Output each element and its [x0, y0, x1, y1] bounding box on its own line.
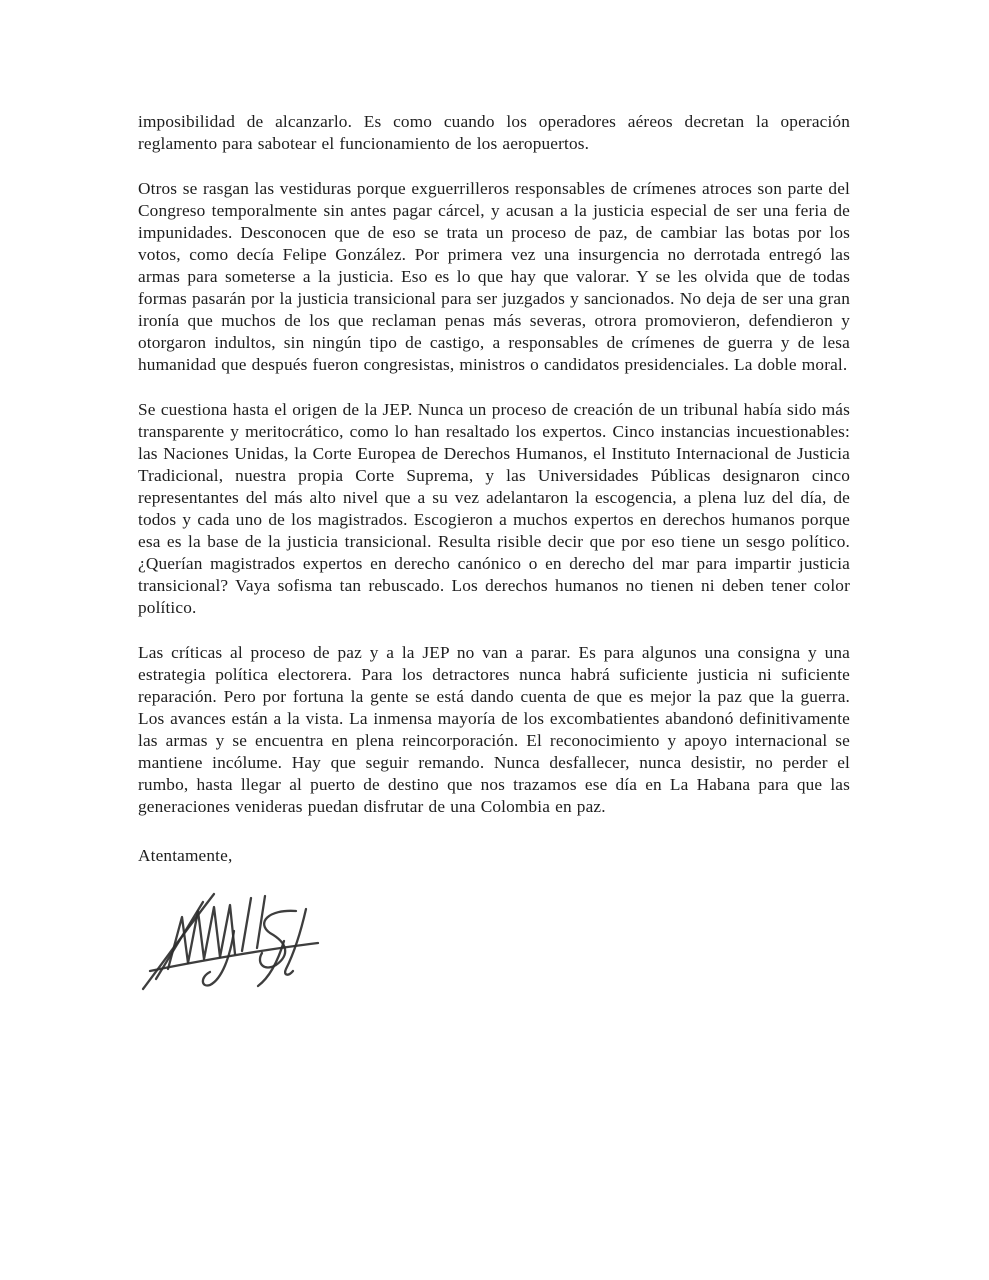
paragraph-1: imposibilidad de alcanzarlo. Es como cuando los operadores aéreos decretan la operación reglamento para sabotear el funcionamiento de los aeropuertos. [138, 112, 850, 153]
paragraph-2: Otros se rasgan las vestiduras porque exguerrilleros responsables de crímenes atroces son parte del Congreso temporalmente sin antes pagar cárcel, y acusan a la justicia especial de ser una feria de impunidades. Desconocen que de eso se trata un proceso de paz, de cambiar las botas por los votos, como decía Felipe González. Por primera vez una insurgencia no derrotada entregó las armas para someterse a la justicia. Eso es lo que hay que valorar. Y se les olvida que de todas formas pasarán por la justicia transicional para ser juzgados y sancionados. No deja de ser una gran ironía que muchos de los que reclaman penas más severas, otrora promovieron, defendieron y otorgaron indultos, sin ningún tipo de castigo, a responsables de crímenes de guerra y de lesa humanidad que después fueron congresistas, ministros o candidatos presidenciales. La doble moral. [138, 179, 850, 374]
paragraph-3: Se cuestiona hasta el origen de la JEP. Nunca un proceso de creación de un tribunal había sido más transparente y meritocrático, como lo han resaltado los expertos. Cinco instancias incuestionables: las Naciones Unidas, la Corte Europea de Derechos Humanos, el Instituto Internacional de Justicia Tradicional, nuestra propia Corte Suprema, y las Universidades Públicas designaron cinco representantes del más alto nivel que a su vez adelantaron la escogencia, a plena luz del día, de todos y cada uno de los magistrados. Escogieron a muchos expertos en derechos humanos porque esa es la base de la justicia transicional. Resulta risible decir que por eso tiene un sesgo político. ¿Querían magistrados expertos en derecho canónico o en derecho del mar para impartir justicia transicional? Vaya sofisma tan rebuscado. Los derechos humanos no tienen ni deben tener color político. [138, 400, 850, 617]
handwritten-signature-graphic [138, 891, 328, 995]
signature [138, 891, 328, 995]
closing-salutation: Atentamente, [138, 846, 233, 865]
paragraph-4: Las críticas al proceso de paz y a la JEP no van a parar. Es para algunos una consigna y una estrategia política electorera. Para los detractores nunca habrá suficiente justicia ni suficiente reparación. Pero por fortuna la gente se está dando cuenta de que es mejor la paz que la guerra. Los avances están a la vista. La inmensa mayoría de los excombatientes abandonó definitivamente las armas y se encuentra en plena reincorporación. El reconocimiento y apoyo internacional se mantiene incólume. Hay que seguir remando. Nunca desfallecer, nunca desistir, no perder el rumbo, hasta llegar al puerto de destino que nos trazamos ese día en La Habana para que las generaciones venideras puedan disfrutar de una Colombia en paz. [138, 643, 850, 816]
letter-body [138, 111, 850, 995]
